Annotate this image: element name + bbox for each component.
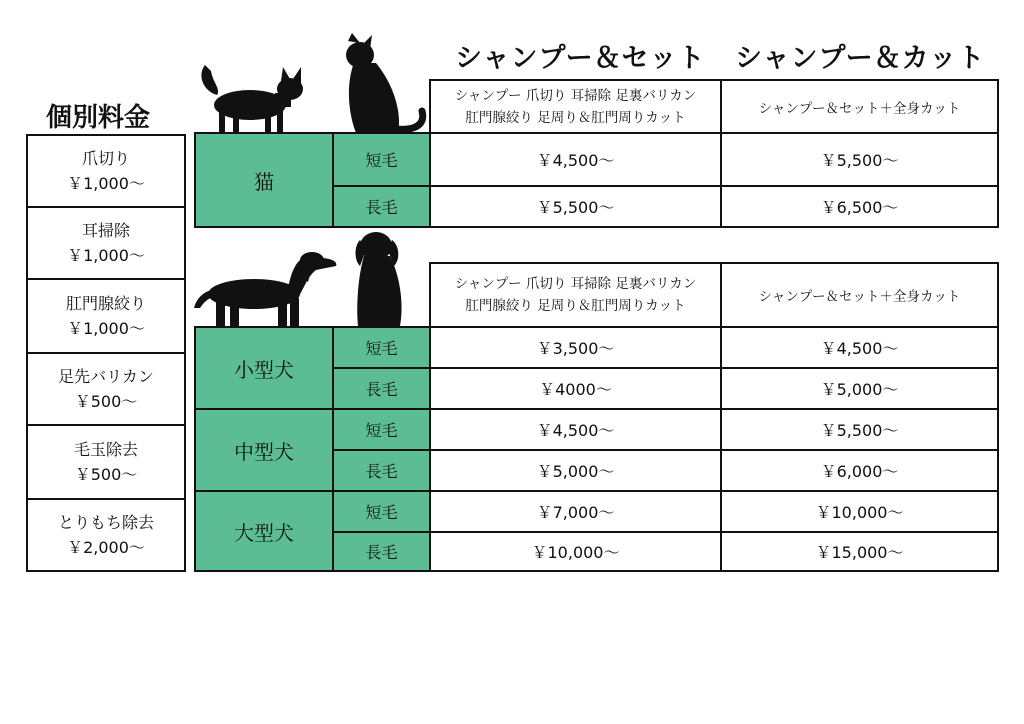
small-dog-coat-short: 短毛 [332, 326, 431, 369]
set-desc-line2: 肛門腺絞り 足周り＆肛門周りカット [465, 109, 686, 126]
medium-dog-coat-short: 短毛 [332, 408, 431, 451]
medium-dog-label: 中型犬 [194, 408, 334, 492]
side-item-name: とりもち除去 [57, 513, 154, 532]
side-item-price: ￥1,000～ [67, 174, 145, 193]
small-dog-label: 小型犬 [194, 326, 334, 410]
individual-price-title: 個別料金 [46, 103, 151, 133]
medium-dog-short-cut-price: ￥5,500～ [720, 408, 999, 451]
cat-short-cut-price: ￥5,500～ [720, 132, 999, 187]
side-item-anal-gland [26, 278, 186, 354]
set-desc-line1: シャンプー 爪切り 耳掃除 足裏バリカン [454, 276, 697, 292]
medium-dog-long-set-price: ￥5,000～ [429, 449, 722, 492]
side-item-paw-clipper [26, 352, 186, 426]
side-item-price: ￥500～ [74, 392, 138, 411]
side-item-ear-cleaning [26, 206, 186, 280]
cat-cut-description: シャンプー＆セット＋全身カット [720, 79, 999, 134]
small-dog-coat-long: 長毛 [332, 367, 431, 410]
walking-cat-silhouette-icon [195, 55, 315, 135]
sitting-dog-silhouette-icon [352, 230, 410, 328]
side-item-price: ￥2,000～ [67, 538, 145, 557]
header-shampoo-cut: シャンプー＆カット [735, 43, 986, 74]
large-dog-coat-long: 長毛 [332, 531, 431, 572]
sitting-cat-silhouette-icon [336, 33, 431, 135]
side-item-price: ￥500～ [74, 465, 138, 484]
cat-coat-short: 短毛 [332, 132, 431, 187]
set-desc-line2: 肛門腺絞り 足周り＆肛門周りカット [465, 298, 686, 314]
cat-long-cut-price: ￥6,500～ [720, 185, 999, 228]
side-item-name: 耳掃除 [81, 221, 130, 240]
large-dog-short-set-price: ￥7,000～ [429, 490, 722, 533]
side-item-price: ￥1,000～ [67, 319, 145, 338]
large-dog-short-cut-price: ￥10,000～ [720, 490, 999, 533]
cat-label: 猫 [194, 132, 334, 228]
side-item-name: 爪切り [81, 149, 130, 168]
cat-short-set-price: ￥4,500～ [429, 132, 722, 187]
dog-set-description [429, 262, 722, 328]
medium-dog-long-cut-price: ￥6,000～ [720, 449, 999, 492]
medium-dog-coat-long: 長毛 [332, 449, 431, 492]
side-item-mat-removal [26, 424, 186, 500]
side-item-price: ￥1,000～ [67, 246, 145, 265]
dog-cut-description: シャンプー＆セット＋全身カット [720, 262, 999, 328]
medium-dog-short-set-price: ￥4,500～ [429, 408, 722, 451]
small-dog-short-set-price: ￥3,500～ [429, 326, 722, 369]
cat-long-set-price: ￥5,500～ [429, 185, 722, 228]
small-dog-long-cut-price: ￥5,000～ [720, 367, 999, 410]
side-item-name: 毛玉除去 [73, 440, 138, 459]
dachshund-silhouette-icon [192, 248, 342, 328]
side-item-name: 肛門腺絞り [65, 294, 146, 313]
large-dog-label: 大型犬 [194, 490, 334, 572]
cat-coat-long: 長毛 [332, 185, 431, 228]
large-dog-long-set-price: ￥10,000～ [429, 531, 722, 572]
large-dog-coat-short: 短毛 [332, 490, 431, 533]
small-dog-long-set-price: ￥4000～ [429, 367, 722, 410]
side-item-sticky-removal [26, 498, 186, 572]
cat-set-description [429, 79, 722, 134]
large-dog-long-cut-price: ￥15,000～ [720, 531, 999, 572]
set-desc-line1: シャンプー 爪切り 耳掃除 足裏バリカン [454, 87, 697, 104]
header-shampoo-set: シャンプー＆セット [455, 43, 706, 74]
side-item-nail-clipping [26, 134, 186, 208]
side-item-name: 足先バリカン [58, 367, 154, 386]
small-dog-short-cut-price: ￥4,500～ [720, 326, 999, 369]
